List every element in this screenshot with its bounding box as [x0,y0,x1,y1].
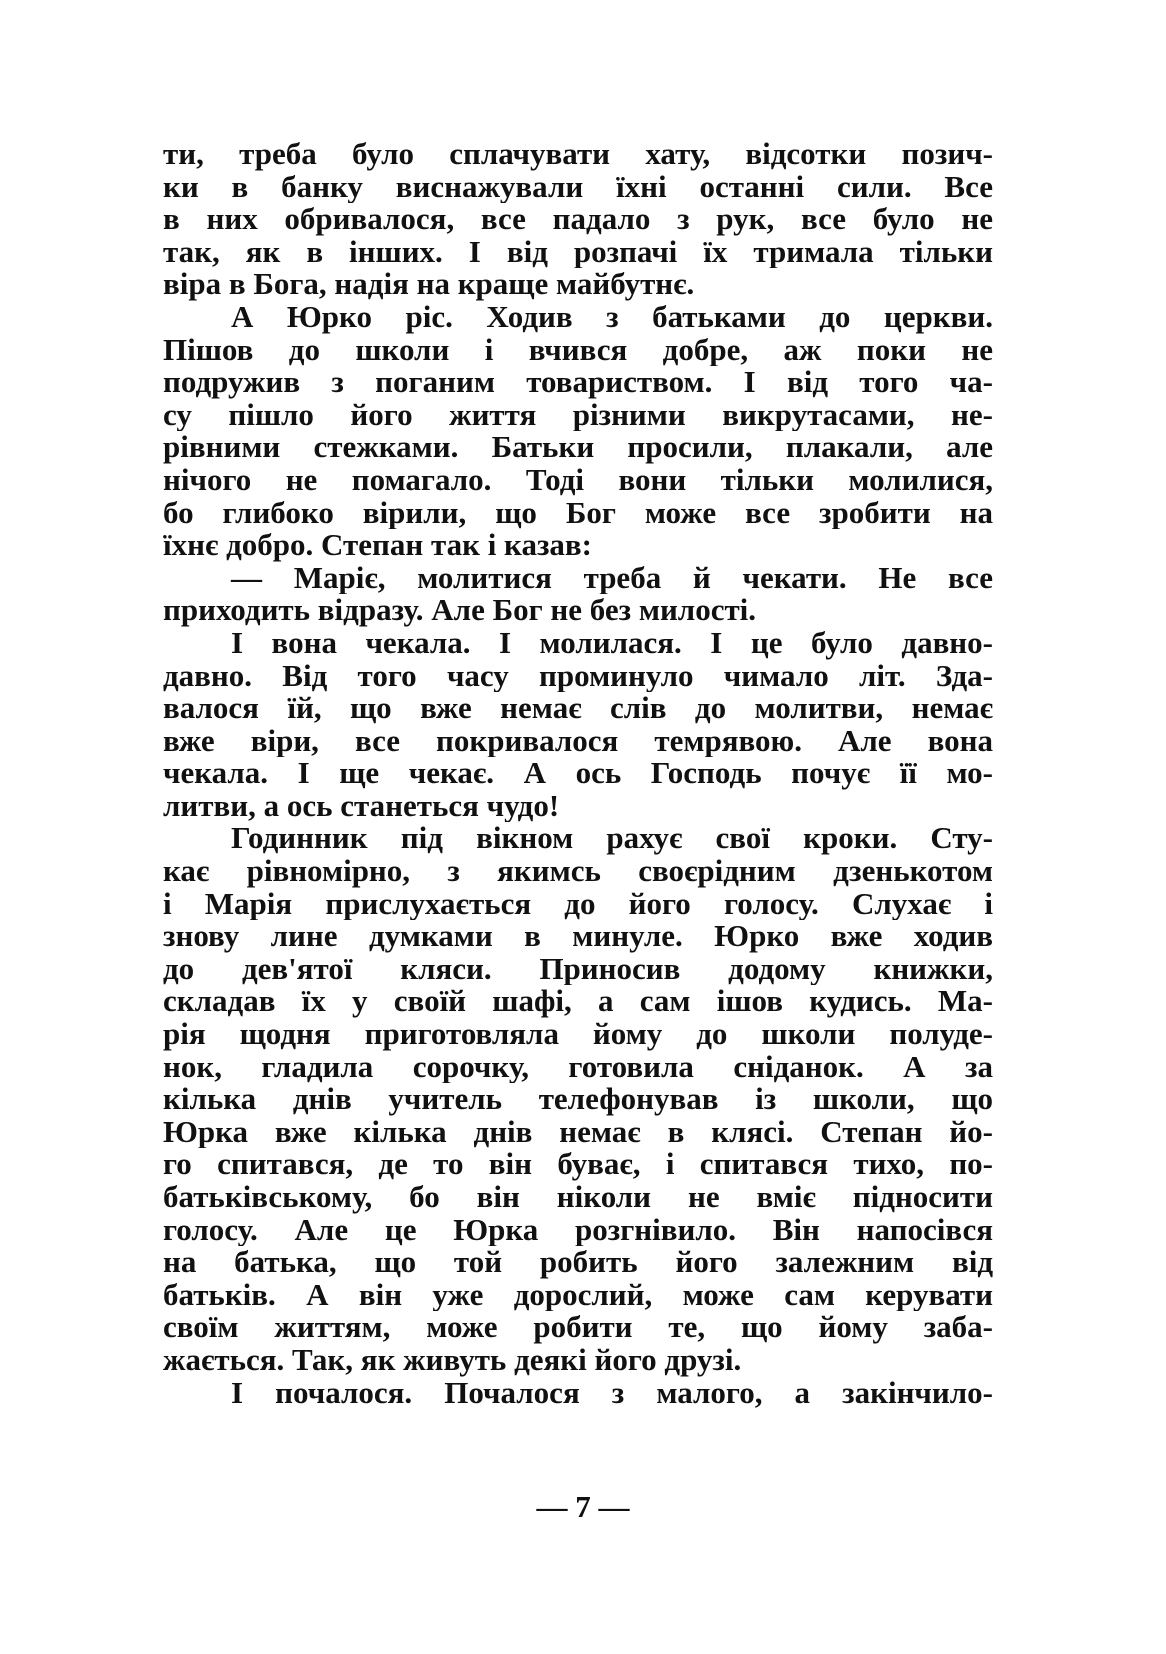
text-line: чекала. І ще чекає. А ось Господь почує її мо- [163,757,993,790]
text-line: батьківському, бо він ніколи не вміє підносити [163,1181,993,1214]
text-line: на батька, що той робить його залежним від [163,1246,993,1279]
text-line: віра в Бога, надія на краще майбутнє. [163,268,695,301]
text-line: бо глибоко вірили, що Бог може все зробити на [163,496,993,530]
text-line: І почалося. Почалося з малого, а закінчило- [231,1376,993,1410]
text-line: А Юрко ріс. Ходив з батьками до церкви. [231,300,993,334]
text-line: нок, гладила сорочку, готовила сніданок. А за [163,1050,993,1084]
text-line: батьків. А він уже дорослий, може сам керувати [163,1278,993,1312]
text-line: су пішло його життя різними викрутасами, не- [163,398,993,432]
text-line: литви, а ось станеться чудо! [163,789,560,823]
text-line: кає рівномірно, з якимсь своєрідним дзенькотом [163,855,993,888]
text-line: так, як в інших. І від розпачі їх тримала тільки [163,235,993,269]
text-line: валося їй, що вже немає слів до молитви, немає [163,692,993,725]
text-line: знову лине думками в минуле. Юрко вже ходив [163,920,993,953]
text-line: ки в банку виснажували їхні останні сили. Все [163,170,993,204]
text-line: їхнє добро. Степан так і казав: [163,529,592,562]
text-line: ти, треба було сплачувати хату, відсотки позич- [163,138,993,171]
text-line: складав їх у своїй шафі, а сам ішов кудись. Ма- [163,985,993,1019]
text-line: до дев'ятої кляси. Приносив додому книжки, [163,952,993,986]
text-line: жається. Так, як живуть деякі його друзі. [163,1343,742,1377]
text-line: і Марія прислухається до його голосу. Слухає і [163,887,993,921]
text-line: давно. Від того часу проминуло чимало літ. Зда- [163,659,993,693]
page-number: — 7 — [536,1489,630,1524]
text-line: рія щодня приготовляла йому до школи полуде- [163,1018,993,1051]
text-line: Пішов до школи і вчився добре, аж поки не [163,333,993,367]
text-line: нічого не помагало. Тоді вони тільки молилися, [163,463,993,497]
text-line: Юрка вже кілька днів немає в клясі. Степан йо- [163,1115,993,1149]
text-line: своїм життям, може робити те, що йому заба- [163,1311,993,1344]
body-text [163,138,993,1409]
text-line: го спитався, де то він буває, і спитався тихо, по- [163,1148,993,1181]
text-line: в них обривалося, все падало з рук, все було не [163,203,993,236]
text-line: — Маріє, молитися треба й чекати. Не все [231,561,993,595]
text-line: подружив з поганим товариством. І від того ча- [163,366,993,399]
text-line: вже віри, все покривалося темрявою. Але вона [163,724,993,758]
text-line: І вона чекала. І молилася. І це було давно- [231,626,993,660]
text-line: голосу. Але це Юрка розгнівило. Він напосівся [163,1213,993,1247]
text-line: кілька днів учитель телефонував із школи, що [163,1083,993,1116]
text-line: рівними стежками. Батьки просили, плакали, але [163,431,993,464]
text-line: приходить відразу. Але Бог не без милості. [163,594,757,627]
text-line: Годинник під вікном рахує свої кроки. Сту- [231,822,993,856]
